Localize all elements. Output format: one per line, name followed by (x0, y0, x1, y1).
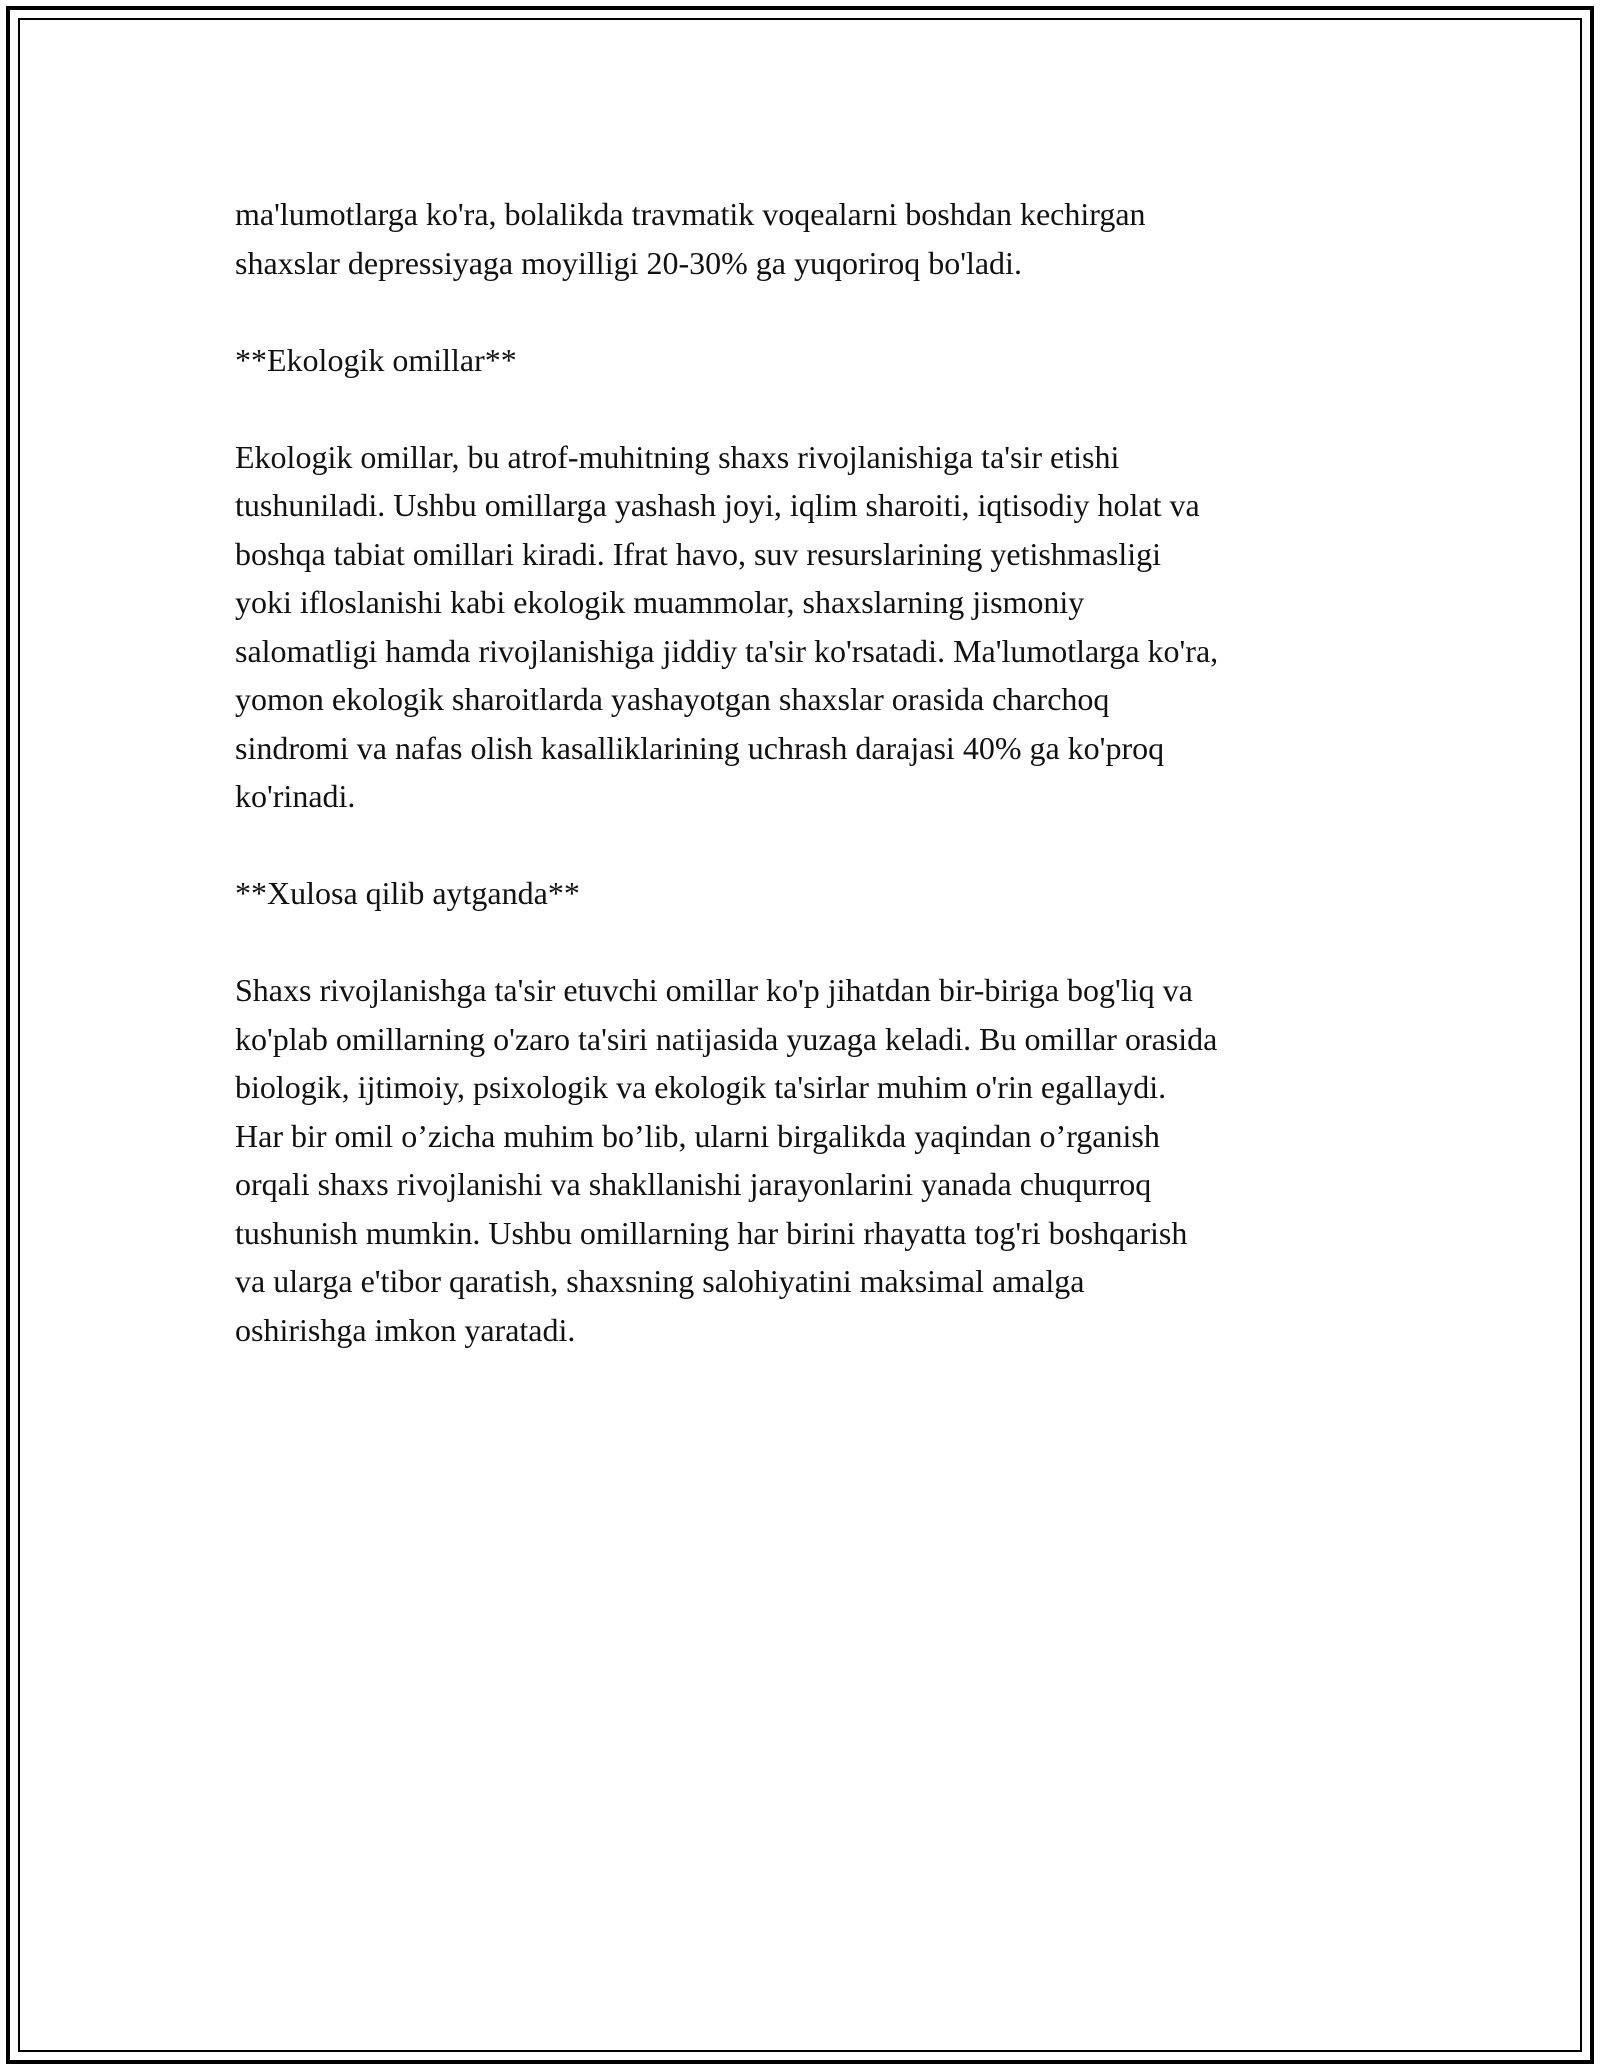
text-line: tushuniladi. Ushbu omillarga yashash joyi, iqlim sharoiti, iqtisodiy holat va (235, 487, 1200, 523)
text-line: orqali shaxs rivojlanishi va shakllanishi jarayonlarini yanada chuqurroq (235, 1166, 1152, 1202)
paragraph-intro-continuation (235, 190, 1375, 287)
document-body (235, 190, 1375, 1403)
text-line: biologik, ijtimoiy, psixologik va ekologik ta'sirlar muhim o'rin egallaydi. (235, 1069, 1167, 1105)
text-line: va ularga e'tibor qaratish, shaxsning salohiyatini maksimal amalga (235, 1263, 1085, 1299)
text-line: tushunish mumkin. Ushbu omillarning har birini rhayatta tog'ri boshqarish (235, 1214, 1188, 1251)
text-line: Har bir omil o’zicha muhim bo’lib, ularni birgalikda yaqindan o’rganish (235, 1117, 1160, 1154)
text-line: Ekologik omillar, bu atrof-muhitning shaxs rivojlanishiga ta'sir etishi (235, 438, 1120, 475)
section-heading-ekologik (235, 336, 1375, 385)
section-heading-xulosa (235, 869, 1375, 918)
text-line: ko'plab omillarning o'zaro ta'siri natijasida yuzaga keladi. Bu omillar orasida (235, 1020, 1218, 1057)
text-line: ko'rinadi. (235, 778, 356, 814)
heading-text: **Ekologik omillar** (235, 341, 517, 378)
text-line: yomon ekologik sharoitlarda yashayotgan shaxslar orasida charchoq (235, 681, 1110, 717)
text-line: oshirishga imkon yaratadi. (235, 1311, 576, 1348)
text-line: Shaxs rivojlanishga ta'sir etuvchi omillar ko'p jihatdan bir-biriga bog'liq va (235, 972, 1193, 1008)
text-line: ma'lumotlarga ko'ra, bolalikda travmatik voqealarni boshdan kechirgan (235, 196, 1146, 232)
paragraph-ekologik (235, 433, 1375, 821)
text-line: salomatligi hamda rivojlanishiga jiddiy ta'sir ko'rsatadi. Ma'lumotlarga ko'ra, (235, 632, 1219, 669)
text-line: yoki ifloslanishi kabi ekologik muammolar, shaxslarning jismoniy (235, 584, 1085, 620)
paragraph-xulosa (235, 966, 1375, 1354)
text-line: shaxslar depressiyaga moyilligi 20-30% ga yuqoriroq bo'ladi. (235, 244, 1022, 281)
text-line: sindromi va nafas olish kasalliklarining uchrash darajasi 40% ga ko'proq (235, 729, 1165, 766)
text-line: boshqa tabiat omillari kiradi. Ifrat havo, suv resurslarining yetishmasligi (235, 535, 1162, 572)
heading-text: **Xulosa qilib aytganda** (235, 875, 580, 911)
